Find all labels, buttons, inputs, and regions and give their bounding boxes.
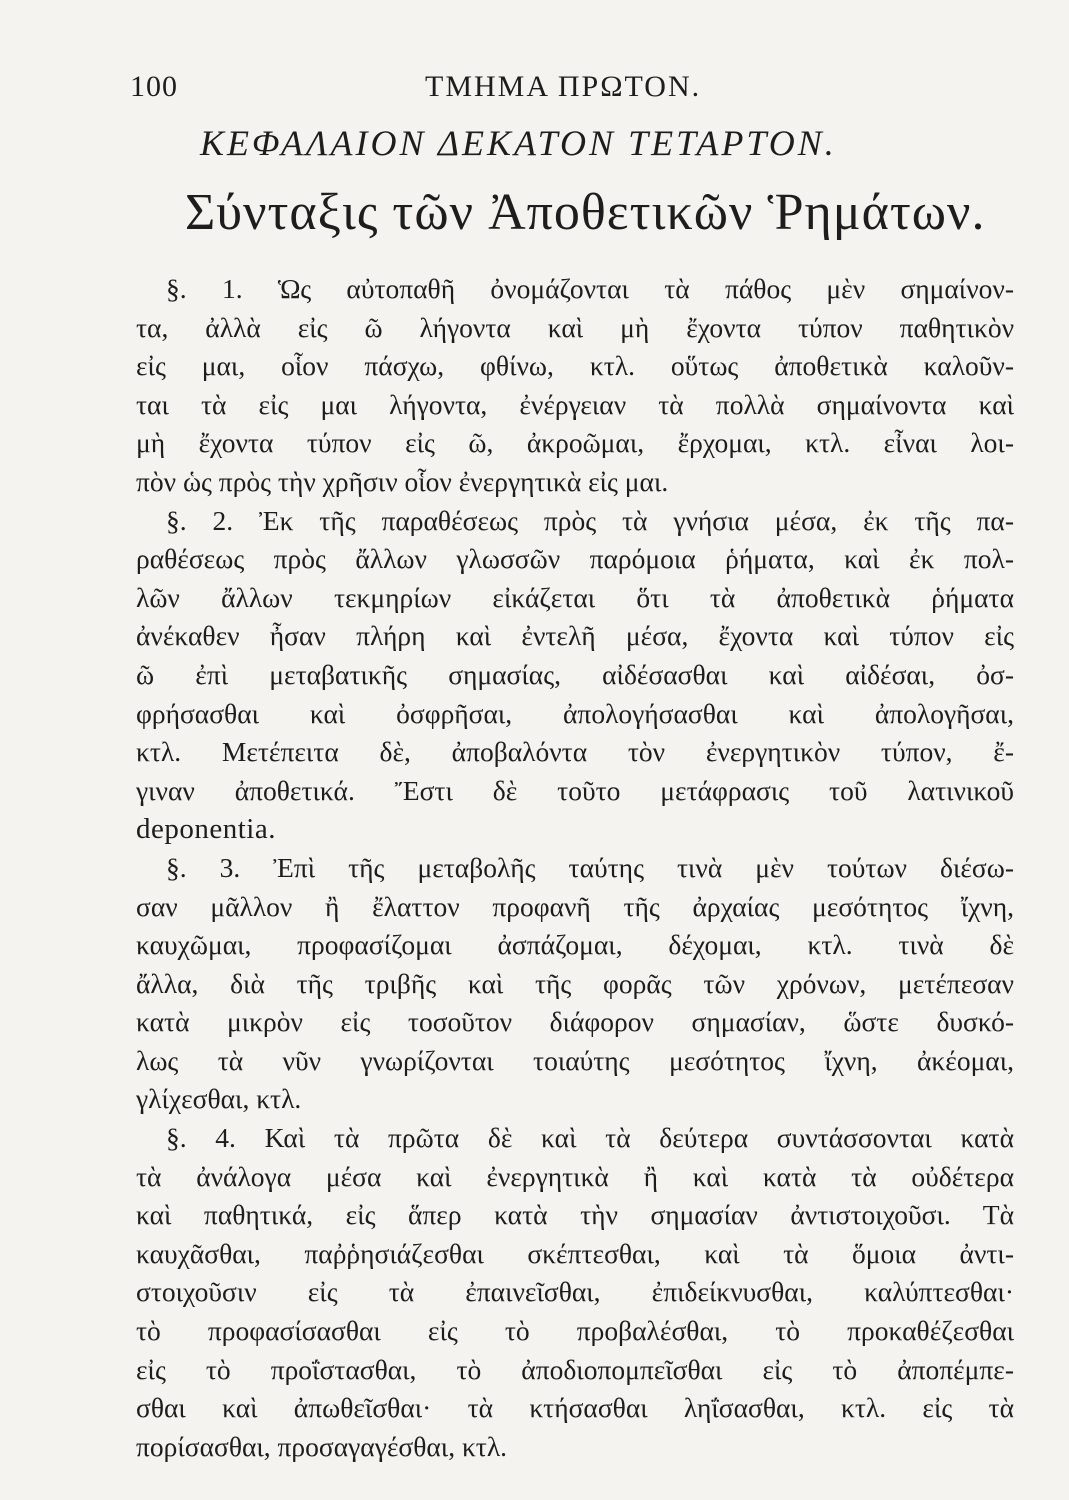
text-line: ῶ ἐπὶ μεταβατικῆς σημασίας, αἰδέσασθαι καὶ αἰδέσαι, ὀσ-	[136, 658, 1014, 690]
text-line: στοιχοῦσιν εἰς τὰ ἐπαινεῖσθαι, ἐπιδείκνυσθαι, καλύπτεσθαι·	[136, 1276, 1014, 1308]
text-line: πορίσασθαι, προσαγαγέσθαι, κτλ.	[136, 1430, 508, 1462]
text-line: εἰς μαι, οἷον πάσχω, φθίνω, κτλ. οὕτως ἀποθετικὰ καλοῦν-	[136, 350, 1014, 382]
text-line: ται τὰ εἰς μαι λήγοντα, ἐνέργειαν τὰ πολλὰ σημαίνοντα καὶ	[136, 388, 1014, 420]
text-line: τὸ προφασίσασθαι εἰς τὸ προβαλέσθαι, τὸ προκαθέζεσθαι	[136, 1315, 1014, 1347]
chapter-title: ΚΕΦΑΛΑΙΟΝ ΔΕΚΑΤΟΝ ΤΕΤΑΡΤΟΝ.	[200, 123, 837, 163]
text-line: λῶν ἄλλων τεκμηρίων εἰκάζεται ὅτι τὰ ἀποθετικὰ ῥήματα	[136, 581, 1014, 613]
text-line: φρήσασθαι καὶ ὀσφρῆσαι, ἀπολογήσασθαι καὶ ἀπολογῆσαι,	[136, 697, 1014, 729]
text-line: τα, ἀλλὰ εἰς ῶ λήγοντα καὶ μὴ ἔχοντα τύπον παθητικὸν	[136, 311, 1014, 343]
text-line: μὴ ἔχοντα τύπον εἰς ῶ, ἀκροῶμαι, ἔρχομαι, κτλ. εἶναι λοι-	[136, 427, 1014, 459]
text-line: λως τὰ νῦν γνωρίζονται τοιαύτης μεσότητος ἴχνη, ἀκέομαι,	[136, 1044, 1014, 1076]
page-number: 100	[130, 70, 178, 103]
section-title: ΤΜΗΜΑ ΠΡΩΤΟΝ.	[425, 70, 702, 103]
text-line: πὸν ὡς πρὸς τὴν χρῆσιν οἷον ἐνεργητικὰ εἰς μαι.	[136, 465, 669, 497]
subject-title: Σύνταξις τῶν Ἀποθετικῶν Ῥημάτων.	[185, 184, 986, 241]
text-line: εἰς τὸ προΐστασθαι, τὸ ἀποδιοπομπεῖσθαι εἰς τὸ ἀποπέμπε-	[136, 1353, 1014, 1385]
text-line: σαν μᾶλλον ἢ ἔλαττον προφανῆ τῆς ἀρχαίας μεσότητος ἴχνη,	[136, 890, 1014, 922]
text-line-latin: deponentia.	[136, 813, 276, 846]
running-head	[130, 70, 1010, 110]
text-line: ἄλλα, διὰ τῆς τριβῆς καὶ τῆς φορᾶς τῶν χρόνων, μετέπεσαν	[136, 967, 1014, 999]
text-line: γλίχεσθαι, κτλ.	[136, 1083, 302, 1115]
text-line: §. 4. Καὶ τὰ πρῶτα δὲ καὶ τὰ δεύτερα συντάσσονται κατὰ	[166, 1122, 1014, 1154]
text-line: καυχᾶσθαι, παῤῥησιάζεσθαι σκέπτεσθαι, καὶ τὰ ὅμοια ἀντι-	[136, 1237, 1014, 1269]
text-line: ἀνέκαθεν ἦσαν πλήρη καὶ ἐντελῆ μέσα, ἔχοντα καὶ τύπον εἰς	[136, 620, 1014, 652]
text-line: σθαι καὶ ἀπωθεῖσθαι· τὰ κτήσασθαι ληΐσασθαι, κτλ. εἰς τὰ	[136, 1392, 1014, 1424]
text-line: §. 2. Ἐκ τῆς παραθέσεως πρὸς τὰ γνήσια μέσα, ἐκ τῆς πα-	[166, 504, 1014, 536]
text-line: καὶ παθητικά, εἰς ἅπερ κατὰ τὴν σημασίαν ἀντιστοιχοῦσι. Τὰ	[136, 1199, 1014, 1231]
text-line: ραθέσεως πρὸς ἄλλων γλωσσῶν παρόμοια ῥήματα, καὶ ἐκ πολ-	[136, 543, 1014, 575]
text-line: §. 3. Ἐπὶ τῆς μεταβολῆς ταύτης τινὰ μὲν τούτων διέσω-	[166, 851, 1014, 883]
text-line: κτλ. Μετέπειτα δὲ, ἀποβαλόντα τὸν ἐνεργητικὸν τύπον, ἔ-	[136, 736, 1014, 768]
text-line: γιναν ἀποθετικά. Ἔστι δὲ τοῦτο μετάφρασις τοῦ λατινικοῦ	[136, 774, 1014, 806]
text-line: τὰ ἀνάλογα μέσα καὶ ἐνεργητικὰ ἢ καὶ κατὰ τὰ οὐδέτερα	[136, 1160, 1014, 1192]
body-text	[136, 270, 1014, 1466]
text-line: καυχῶμαι, προφασίζομαι ἀσπάζομαι, δέχομαι, κτλ. τινὰ δὲ	[136, 929, 1014, 961]
text-line: §. 1. Ὡς αὐτοπαθῆ ὀνομάζονται τὰ πάθος μὲν σημαίνον-	[166, 273, 1014, 304]
text-line: κατὰ μικρὸν εἰς τοσοῦτον διάφορον σημασίαν, ὥστε δυσκό-	[136, 1006, 1014, 1038]
